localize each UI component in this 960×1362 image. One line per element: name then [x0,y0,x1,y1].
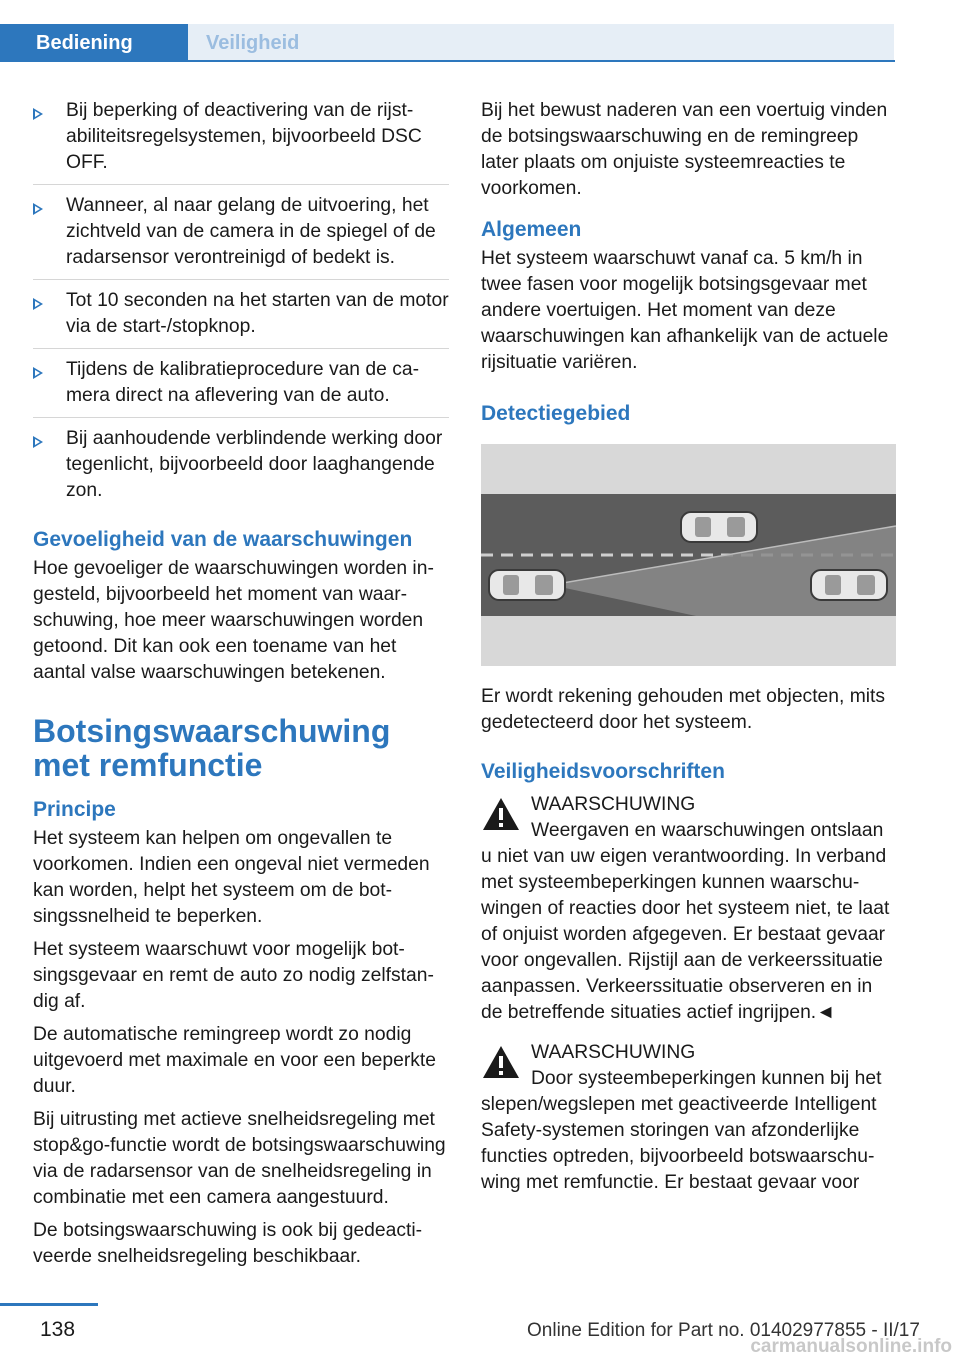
principe-heading: Principe [33,798,116,821]
list-item: Tot 10 seconden na het starten van de motor via de start-/stopknop. [33,288,449,349]
tab-veiligheid[interactable]: Veiligheid [188,24,894,62]
principe-paragraph: Het systeem waarschuwt voor mogelijk botsingsgevaar en remt de auto zo nodig zelfstandig af. [33,939,434,1012]
car-right-icon [811,570,887,600]
intro-text: Bij het bewust naderen van een voertuig vinden de botsingswaarschuwing en de remingreep later plaats om onjuiste systeemreacties te voorkomen. [481,100,888,199]
sensitivity-text: Hoe gevoeliger de waarschuwingen worden ingesteld, bijvoorbeeld het moment van waarschuwing, hoe meer waarschuwingen worden getoond. Dit kan ook een toename van het aantal valse waarschuwingen betekenen. [33,558,434,683]
warning-block [481,1040,896,1092]
header-divider [0,60,895,62]
triangle-bullet-icon [33,436,43,448]
list-item: Bij beperking of deactivering van de rijstabiliteitsregelsystemen, bijvoorbeeld DSC OFF. [33,98,449,185]
condition-list [33,98,449,512]
header-tabs [0,24,894,62]
page-number: 138 [40,1318,76,1341]
list-item: Wanneer, al naar gelang de uitvoering, het zichtveld van de camera in de spiegel of de radarsensor verontreinigd of bedekt is. [33,193,449,280]
warning-text: slepen/wegslepen met geactiveerde Intelligent Safety-systemen storingen van afzonderlijke functies optreden, bijvoorbeeld botswaarschuwing met remfunctie. Er bestaat gevaar voor [481,1094,877,1193]
warning-block [481,792,896,844]
left-column [33,98,449,1277]
section-title: Botsingswaarschuwing met remfunctie [33,713,391,783]
principe-paragraph: Bij uitrusting met actieve snelheidsregeling met stop&go-functie wordt de botsingswaarschuwing via de radarsensor van de snelheidsregeling in combinatie met een camera aangestuurd. [33,1109,446,1208]
footer-divider [0,1303,98,1306]
list-item: Tijdens de kalibratieprocedure van de camera direct na aflevering van de auto. [33,357,449,418]
right-column [481,98,896,1210]
principe-paragraph: Het systeem kan helpen om ongevallen te voorkomen. Indien een ongeval niet vermeden kan worden, helpt het systeem om de botsingssnelheid te beperken. [33,828,430,927]
principe-paragraph: De automatische remingreep wordt zo nodig uitgevoerd met maximale en voor een beperkte duur. [33,1024,436,1097]
road-diagram-svg [481,444,896,666]
warning-text: u niet van uw eigen verantwoording. In verband met systeembeperkingen kunnen waarschuwingen of reacties door het systeem niet, te laat of onjuist worden afgegeven. Er bestaat gevaar voor ongevallen. Rijstijl aan de verkeerssituatie aanpassen. Verkeerssituatie observeren en in de betreffende situaties actief ingrijpen.◄ [481,846,890,1023]
warning-title: WAARSCHUWING [531,1042,696,1063]
warning-title: WAARSCHUWING [531,794,696,815]
principe-paragraph: De botsingswaarschuwing is ook bij gedeactiveerde snelheidsregeling beschikbaar. [33,1220,423,1267]
warning-triangle-icon [481,1044,521,1080]
triangle-bullet-icon [33,203,43,215]
warning-triangle-icon [481,796,521,832]
detection-area-illustration [481,444,896,666]
list-item: Bij aanhoudende verblindende werking door tegenlicht, bijvoorbeeld door laaghangende zon. [33,426,449,512]
warning-lead: Weergaven en waarschuwingen ontslaan [531,820,884,841]
tab-bediening[interactable]: Bediening [0,24,188,62]
veiligheid-heading: Veiligheidsvoorschriften [481,760,725,783]
triangle-bullet-icon [33,108,43,120]
detectie-text: Er wordt rekening gehouden met objecten, mits gedetecteerd door het systeem. [481,686,886,733]
watermark: carmanualsonline.info [750,1336,952,1357]
algemeen-text: Het systeem waarschuwt vanaf ca. 5 km/h in twee fasen voor mogelijk botsingsgevaar met andere voertuigen. Het moment van deze waarschuwingen kan afhankelijk van de actuele rijsituatie variëren. [481,248,889,373]
triangle-bullet-icon [33,298,43,310]
own-car-icon [489,570,565,600]
algemeen-heading: Algemeen [481,218,582,241]
edition-label: Online Edition for Part no. 01402977855 - II/17 [527,1320,920,1341]
triangle-bullet-icon [33,367,43,379]
detectie-heading: Detectiegebied [481,402,631,425]
warning-lead: Door systeembeperkingen kunnen bij het [531,1068,882,1089]
sensitivity-heading: Gevoeligheid van de waarschuwingen [33,528,413,551]
car-ahead-icon [681,512,757,542]
